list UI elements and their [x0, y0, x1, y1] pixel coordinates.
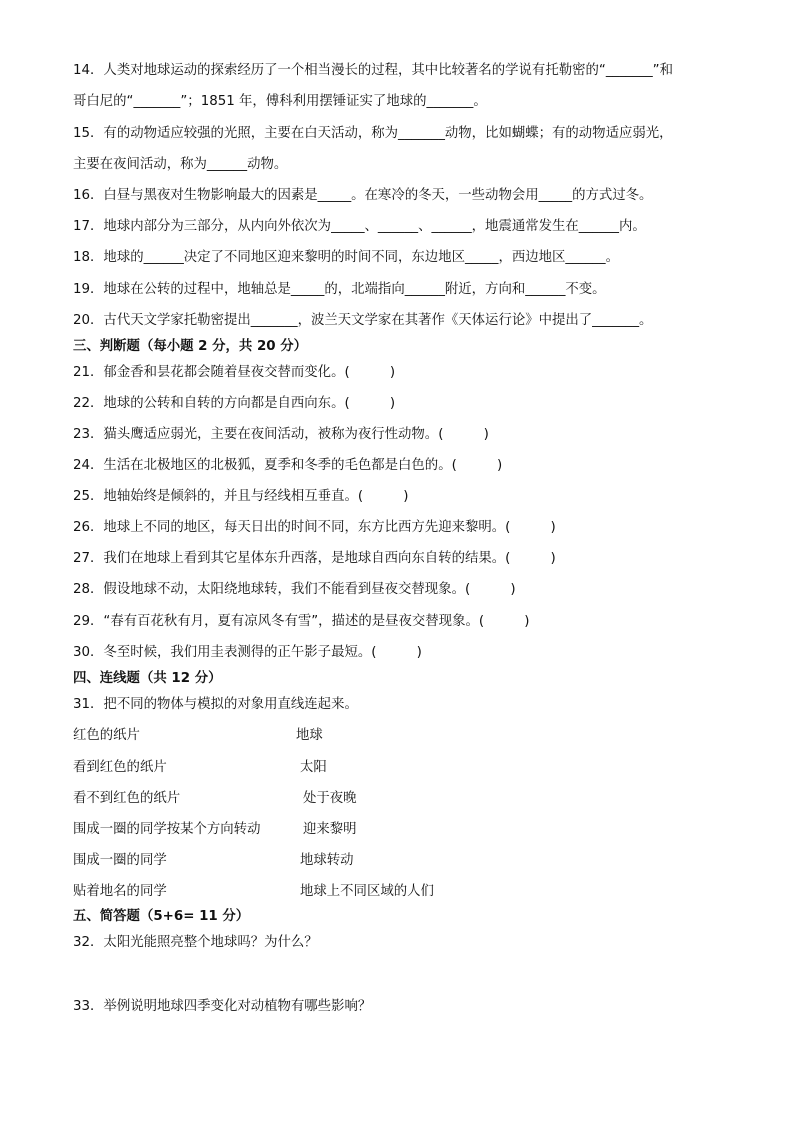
question-27: 27．我们在地球上看到其它星体东升西落，是地球自西向东自转的结果。( ) — [73, 551, 556, 566]
question-16: 16．白昼与黑夜对生物影响最大的因素是_____。在寒冷的冬天，一些动物会用_____的方式过冬。 — [73, 188, 653, 203]
question-22: 22．地球的公转和自转的方向都是自西向东。( ) — [73, 396, 396, 411]
question-26: 26．地球上不同的地区，每天日出的时间不同，东方比西方先迎来黎明。( ) — [73, 520, 556, 535]
question-21: 21．郁金香和昙花都会随着昼夜交替而变化。( ) — [73, 365, 396, 380]
question-28: 28．假设地球不动，太阳绕地球转，我们不能看到昼夜交替现象。( ) — [73, 582, 516, 597]
match-left-item: 围成一圈的同学 — [73, 853, 167, 868]
match-right-item: 地球上不同区域的人们 — [300, 884, 434, 899]
match-right-item: 迎来黎明 — [303, 822, 357, 837]
question-23: 23．猫头鹰适应弱光，主要在夜间活动，被称为夜行性动物。( ) — [73, 427, 489, 442]
match-left-item: 看到红色的纸片 — [73, 760, 167, 775]
question-24: 24．生活在北极地区的北极狐，夏季和冬季的毛色都是白色的。( ) — [73, 458, 503, 473]
question-18: 18．地球的______决定了不同地区迎来黎明的时间不同，东边地区_____，西边地区______。 — [73, 250, 619, 265]
question-29: 29．“春有百花秋有月，夏有凉风冬有雪”，描述的是昼夜交替现象。( ) — [73, 614, 530, 629]
match-left-item: 红色的纸片 — [73, 728, 140, 743]
question-15-line-2: 主要在夜间活动，称为______动物。 — [73, 157, 288, 172]
question-32: 32．太阳光能照亮整个地球吗？为什么？ — [73, 935, 318, 950]
match-right-item: 地球转动 — [300, 853, 354, 868]
match-right-item: 地球 — [296, 728, 323, 743]
question-31: 31．把不同的物体与模拟的对象用直线连起来。 — [73, 697, 358, 712]
question-30: 30．冬至时候，我们用圭表测得的正午影子最短。( ) — [73, 645, 422, 660]
question-33: 33．举例说明地球四季变化对动植物有哪些影响？ — [73, 999, 372, 1014]
question-15-line-1: 15．有的动物适应较强的光照，主要在白天活动，称为_______动物，比如蝴蝶；有的动物适应弱光， — [73, 126, 673, 141]
question-19: 19．地球在公转的过程中，地轴总是_____的，北端指向______附近，方向和______不变。 — [73, 282, 606, 297]
match-left-item: 看不到红色的纸片 — [73, 791, 181, 806]
match-left-item: 贴着地名的同学 — [73, 884, 167, 899]
match-right-item: 太阳 — [300, 760, 327, 775]
question-25: 25．地轴始终是倾斜的，并且与经线相互垂直。( ) — [73, 489, 409, 504]
question-17: 17．地球内部分为三部分，从内向外依次为_____、______、______，地震通常发生在______内。 — [73, 219, 646, 234]
match-right-item: 处于夜晚 — [303, 791, 357, 806]
section-heading-short-answer: 五、简答题（5+6= 11 分） — [73, 909, 250, 924]
question-14-line-2: 哥白尼的“_______”；1851 年，傅科利用摆锤证实了地球的_______。 — [73, 94, 487, 109]
match-left-item: 围成一圈的同学按某个方向转动 — [73, 822, 261, 837]
question-14-line-1: 14．人类对地球运动的探索经历了一个相当漫长的过程，其中比较著名的学说有托勒密的“_______”和 — [73, 63, 674, 78]
section-heading-match: 四、连线题（共 12 分） — [73, 671, 222, 686]
section-heading-judge: 三、判断题（每小题 2 分，共 20 分） — [73, 339, 308, 354]
question-20: 20．古代天文学家托勒密提出_______，波兰天文学家在其著作《天体运行论》中提出了_______。 — [73, 313, 653, 328]
